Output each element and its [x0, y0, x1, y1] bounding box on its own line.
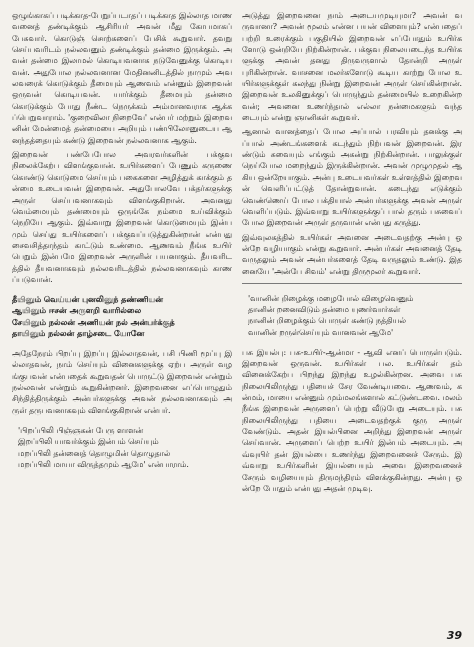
spacer [12, 416, 232, 425]
verse-block [12, 294, 232, 339]
body-paragraph: இறைவன் பண்பேபோல அவரவர்களின் பக்குவ நிலைக்கேற்ப விளங்குவான். உயிர்களைப் பேணும் கருணை கொண்டு கொடுமை செய்யும் பகைகளை அழித்துக் காக்கும் தன்மை உடையவன் இறைவன். அதுபோலவே பக்தர்களுக்கு அருள் செய்பவனாகவும் விளங்குகிறான். அவனது வெம்மையும் தண்மையும் ஒருங்கே நம்மை உய்விக்கும் நெறியே ஆகும். இவ்வாறு இறைவன் கொடுமையும் இன்பமும் செய்து உயிர்களைப் பக்குவப்படுத்துகின்றான் என்பது சைவசித்தாந்தம் காட்டும் உண்மை. ஆணவம் நீங்க உயிர் பெறும் இன்பமே இறைவன் அருளின் பயனாகும். தீயவரிடத்தில் தீயவனாகவும் நல்லவரிடத்தில் நல்லவனாகவும் காணப்படுவான். [12, 150, 232, 284]
verse-line: ஆயினும் ஈசன் அருளறி வாரில்லை [12, 305, 142, 316]
quote-line: தானின் றனைவிடும் தன்மை யுணர்வார்கள் [248, 305, 401, 315]
body-paragraph: இவ்வுலகத்தில் உயிர்கள் அவனை அடைவதற்கு அன்பு ஒன்றே வழியாகும் என்று கூறுவார். அன்பர்கள் அவனைத் தேடி வருதலும் அவன் அன்பர்களைத் தேடி வருதலும் உண்டு. இதனையே 'அன்பே சிவம்' என்று திருமூலர் கூறுவார். [242, 232, 462, 276]
left-column [12, 10, 232, 625]
body-paragraph: அடுத்து இறைவனை நாம் அடையமுடியுமா? அவன் வருவானா? அவன் மூலம் என்ன பயன் விளையும்? என்பதைப் பற்றி உரைக்கும் பகுதியில் இறைவன் எப்போதும் உயிர்களோடு ஒன்றியே நிற்கின்றான். பக்குவ நிலையடைந்த உயிர்களுக்கு அவன் தனது திருவருளால் தோன்றி அருள் புரிகின்றான். வாசனை மலர்களோடு கூடிய காற்று போல உயிர்களுக்குள் கலந்து நின்று இறைவன் அருள் செய்கின்றான். இறைவன் உலகினுக்குப் பொருந்தும் தன்மையில் உறைகின்றவன்; அவனை உணர்ந்தால் எல்லா நன்மைகளும் வந்தடையும் என்று ஞானிகள் கூறுவர். [242, 11, 462, 123]
body-paragraph: பசு இயல்பு: பசு-உயிர்-ஆன்மா - ஆவி எனப் பொருள்படும். இறைவன் ஒருவன். உயிர்கள் பல. உயிர்கள் தம் வினைக்கேற்ப பிறந்து இறந்து உழல்கின்றன. அவை பசு நிலையிலிருந்து பதியைச் சேர வேண்டியவை. ஆணவம், கன்மம், மாயை என்னும் மும்மலங்களால் கட்டுண்டவை. மலம் நீங்க இறைவன் அருளைப் பெற்று வீடுபேறு அடையும். பசு நிலையிலிருந்து பதியை அடைவதற்குக் குரு அருள் வேண்டும். அதன் இயல்பினை அறிந்து இறைவன் அருள் செய்வான். அருளைப் பெற்ற உயிர் இன்பம் அடையும். அவ்வுயிர் தன் இயல்பை உணர்ந்து இறைவனைச் சேரும். இவ்வாறு உயிர்களின் இயல்பையும் அவை இறைவனைச் சேரும் வழியையும் திருமந்திரம் விளக்குகின்றது. அன்பு ஒன்றே போதும் என்பது அதன் முடிவு. [242, 347, 462, 493]
verse-line: சேயினும் நல்லன் அணியன் நல் அன்பர்க்குத் [12, 316, 175, 327]
quote-block [12, 425, 232, 470]
quote-line: வானின் றருள்செய்யும் வானவன் ஆமே' [248, 327, 394, 337]
quote-line: 'பிறப்பிலி பிஞ்ஞகன் பேரு ளாளன் [18, 426, 144, 436]
quote-line: மறப்பிலி மாயா விருத்தமும் ஆமே' என்பாராம். [18, 459, 189, 469]
body-paragraph: ஆனால் வானத்தைப் போல அப்பால் பரவியும் தனக்கு அப்பால் அண்டங்களைக் கடந்தும் நிற்பவன் இறைவன். இரண்டும் சுவையும் எங்கும் அகன்று நிற்கின்றான். பாலுக்குள் நெய்போல மறைந்தும் இருக்கின்றான். அவன் முழுமுதல் ஆகிய ஒன்றேயாகும். அன்பு உடையவர்கள் உள்ளத்தில் இறைவன் வெளிப்பட்டுத் தோன்றுவான். கடைந்து எடுக்கும் வெண்ணெய் போல பக்தியால் அன்பர்களுக்கு அவன் அருள் வெளிப்படும். இவ்வாறு உயிர்களுக்குப் பால் தரும் பசுவைப் போல இறைவன் அருள் தருவான் என்பது கருத்து. [242, 127, 462, 228]
body-paragraph: ஒழுங்காகப் படிக்காத-பேறுப்படாதப் படிக்காத இல்லாத மாணவனைத் தண்டிக்கும் ஆசிரியர் அவன் மீது கோபமாகப் பேசுவார். கொடுஞ் சொற்களைப் பேசிக் கூறுவார். தவறு செய்பவரிடம் நல்லவனும் தண்டிக்கும் தன்மை இருக்கும். அவன் தன்மை இலாமல் கொடியவனாக நடுவேனுக்கு கொடியவன். அதுபோல நல்லவனான மேதினனிடத்தில் நாமும் அவலவரைக் கொடுக்கும் தீமையும் ஆணவம் என்னும் இறைவன் ஒருவன் கொடியவன். யார்க்கும் தீமையும் தன்மை கொடுக்கும் போது நீண்ட நெருக்கம் அம்மானவராக ஆக்கப்பெறுவாராம். 'குறைவிலா நிறைவே' என்பர் மற்றும் இறைவனின் மேன்மைத் தன்மையை அறியும் பண்பிலோனுடைய ஆனந்தத்தையும் கண்டு இறைவன் நல்லவனாக ஆகும். [12, 11, 232, 145]
quote-line: நானின் றிழைக்கும் பொருள் கண்டு நத்தியல் [248, 316, 406, 326]
spacer [12, 339, 232, 348]
quote-line: மறப்பிலி தன்னைத் தொழுமின் தொழுதால் [18, 448, 171, 458]
spacer [12, 285, 232, 294]
verse-line: தாயினும் நல்லன் தாழ்சடை யோனே [12, 327, 145, 338]
verse-line: தீயினும் வெய்யன் புனலினுந் தண்ணியன் [12, 294, 164, 305]
spacer [242, 338, 462, 347]
quote-block [242, 293, 462, 338]
right-column [242, 10, 462, 625]
quote-line: 'வானின் றிழைக்கு மழைபோல் விழைவெனும் [248, 293, 414, 303]
quote-line: இறப்பிலி யாவர்க்கும் இன்பம் செய்யும் [18, 437, 159, 447]
page-number: 39 [446, 629, 462, 642]
spacer [242, 284, 462, 293]
body-paragraph: அதேநேரம் பிறப்பு இறப்பு இல்லாதவன், பசி பிணி மூப்பு இல்லாதவன், நாம் செய்யும் வினைகளுக்கு ஏற்ப அருள் வழங்குபவன் என்பதைக் கூறுவதன் பொருட்டு இறைவன் என்றும் நல்லவன் என்றும் கூறுகின்றனர். இறைவனை எப்பொழுதும் சிந்தித்திருக்கும் அன்பர்களுக்கு அவன் நல்லவனாகவும் அருள் தருபவனாகவும் விளங்குகிறான் என்பர். [12, 349, 232, 415]
